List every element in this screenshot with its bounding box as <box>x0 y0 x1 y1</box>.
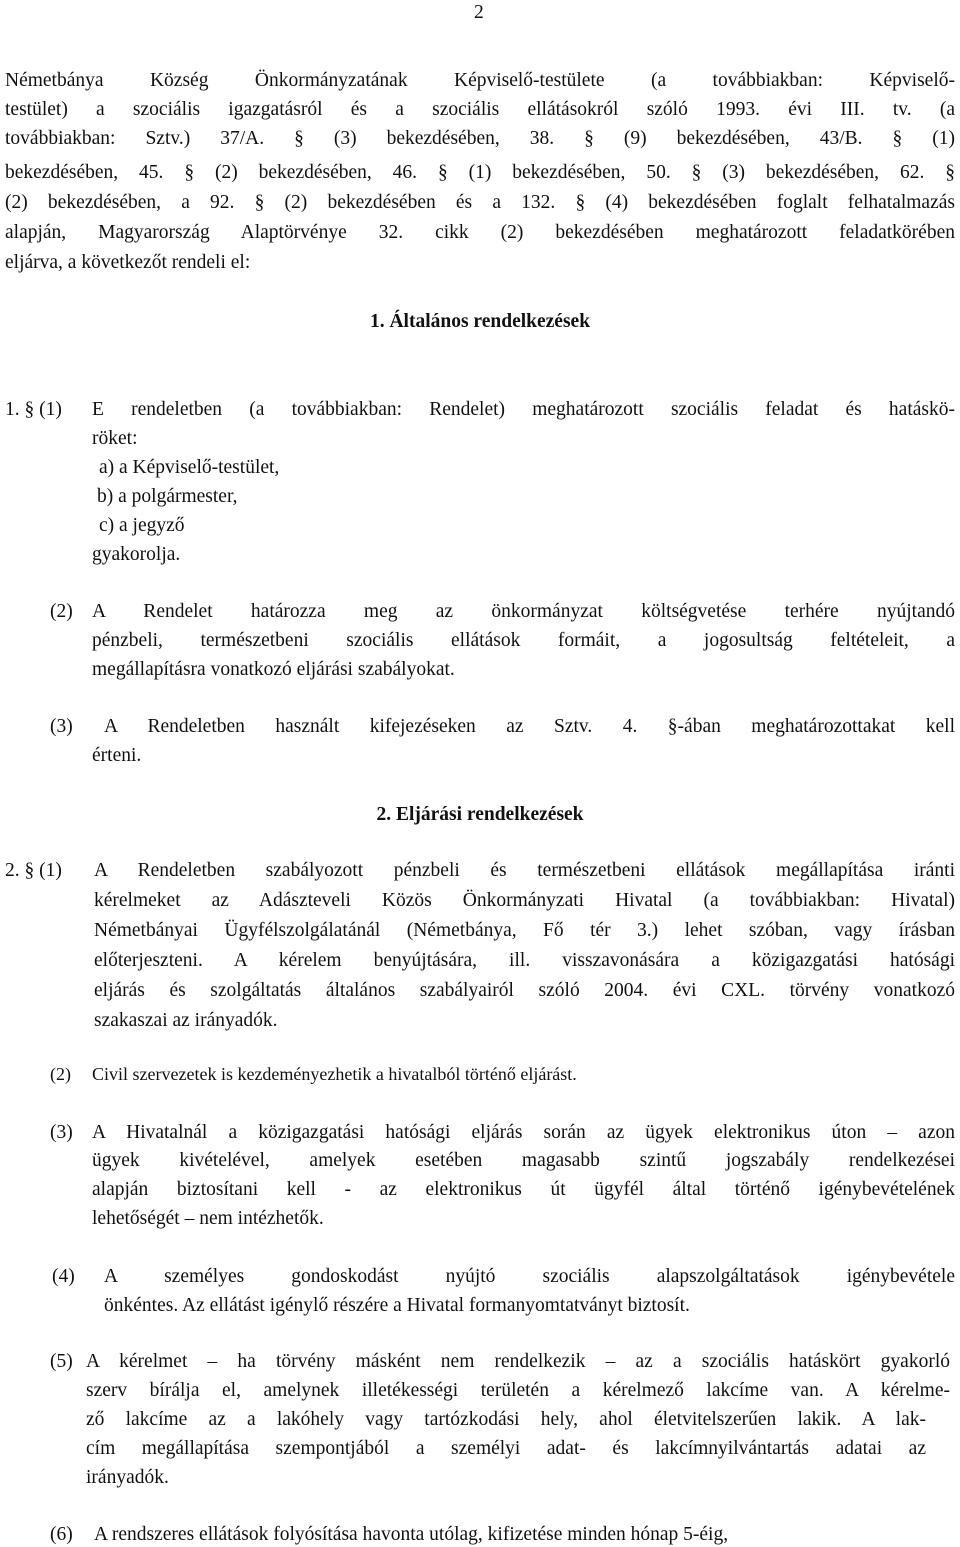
paragraph-line: irányadók. <box>86 1467 169 1488</box>
paragraph-marker: (3) <box>50 1122 73 1143</box>
list-item: a) a Képviselő-testület, <box>99 457 280 478</box>
paragraph-line: A kérelmet – ha törvény másként nem rendelkezik – az a szociális hatáskört gyakorló <box>86 1351 950 1372</box>
paragraph-line: A Rendelet határozza meg az önkormányzat költségvetése terhére nyújtandó <box>92 601 955 622</box>
preamble-line: (2) bekezdésében, a 92. § (2) bekezdésében és a 132. § (4) bekezdésében foglalt felhatalmazás <box>5 192 955 213</box>
paragraph-line: szakaszai az irányadók. <box>94 1010 278 1031</box>
paragraph-marker: (2) <box>50 601 73 622</box>
paragraph-line: Civil szervezetek is kezdeményezhetik a hivatalból történő eljárást. <box>92 1064 577 1084</box>
preamble-line: Németbánya Község Önkormányzatának Képviselő-testülete (a továbbiakban: Képviselő- <box>5 70 955 91</box>
paragraph-line: ügyek kivételével, amelyek esetében magasabb szintű jogszabály rendelkezései <box>92 1150 955 1171</box>
paragraph-line: A Rendeletben használt kifejezéseken az Sztv. 4. §-ában meghatározottakat kell <box>104 716 955 737</box>
list-item: b) a polgármester, <box>97 486 238 507</box>
list-item: c) a jegyző <box>99 515 185 536</box>
paragraph-line: megállapításra vonatkozó eljárási szabályokat. <box>92 659 455 680</box>
paragraph-line: cím megállapítása szempontjából a személyi adat- és lakcímnyilvántartás adatai az <box>86 1438 926 1459</box>
paragraph-line: önkéntes. Az ellátást igénylő részére a Hivatal formanyomtatványt biztosít. <box>104 1295 690 1316</box>
preamble-line: továbbiakban: Sztv.) 37/A. § (3) bekezdésében, 38. § (9) bekezdésében, 43/B. § (1) <box>5 128 955 149</box>
paragraph-line: A személyes gondoskodást nyújtó szociális alapszolgáltatások igénybevétele <box>104 1266 955 1287</box>
preamble-line: bekezdésében, 45. § (2) bekezdésében, 46. § (1) bekezdésében, 50. § (3) bekezdésében, 62. § <box>5 162 955 183</box>
section-heading: 1. Általános rendelkezések <box>369 311 591 332</box>
paragraph-line: kérelmeket az Adászteveli Közös Önkormányzati Hivatal (a továbbiakban: Hivatal) <box>94 890 955 911</box>
paragraph-marker: 2. § (1) <box>5 860 62 881</box>
paragraph-marker: (6) <box>50 1524 73 1545</box>
paragraph-line: érteni. <box>92 745 142 766</box>
paragraph-marker: (5) <box>50 1351 73 1372</box>
page-number: 2 <box>474 2 484 23</box>
paragraph-line: előterjeszteni. A kérelem benyújtására, ill. visszavonására a közigazgatási hatósági <box>94 950 955 971</box>
paragraph-line: eljárás és szolgáltatás általános szabályairól szóló 2004. évi CXL. törvény vonatkozó <box>94 980 955 1001</box>
section-heading: 2. Eljárási rendelkezések <box>376 804 584 825</box>
preamble-line: testület) a szociális igazgatásról és a szociális ellátásokról szóló 1993. évi III. tv. (a <box>5 99 955 120</box>
paragraph-line: röket: <box>92 428 138 449</box>
paragraph-line: E rendeletben (a továbbiakban: Rendelet) meghatározott szociális feladat és hatáskö- <box>92 399 955 420</box>
paragraph-marker: (3) <box>50 716 73 737</box>
paragraph-line: lehetőségét – nem intézhetők. <box>92 1208 324 1229</box>
paragraph-marker: 1. § (1) <box>5 399 62 420</box>
paragraph-line: A rendszeres ellátások folyósítása havonta utólag, kifizetése minden hónap 5-éig, <box>94 1524 729 1545</box>
preamble-line: eljárva, a következőt rendeli el: <box>5 252 251 273</box>
paragraph-line: szerv bírálja el, amelynek illetékességi területén a kérelmező lakcíme van. A kérelme- <box>86 1380 950 1401</box>
paragraph-line: pénzbeli, természetbeni szociális ellátások formáit, a jogosultság feltételeit, a <box>92 630 955 651</box>
paragraph-line: gyakorolja. <box>92 544 181 565</box>
preamble-line: alapján, Magyarország Alaptörvénye 32. cikk (2) bekezdésében meghatározott feladatkörében <box>5 222 955 243</box>
paragraph-line: ző lakcíme az a lakóhely vagy tartózkodási hely, ahol életvitelszerűen lakik. A lak- <box>86 1409 926 1430</box>
paragraph-line: Németbányai Ügyfélszolgálatánál (Németbánya, Fő tér 3.) lehet szóban, vagy írásban <box>94 920 955 941</box>
paragraph-marker: (4) <box>52 1266 75 1287</box>
paragraph-line: A Hivatalnál a közigazgatási hatósági eljárás során az ügyek elektronikus úton – azon <box>92 1122 955 1143</box>
paragraph-line: alapján biztosítani kell - az elektronikus út ügyfél által történő igénybevételének <box>92 1179 955 1200</box>
paragraph-marker: (2) <box>50 1064 71 1084</box>
paragraph-line: A Rendeletben szabályozott pénzbeli és természetbeni ellátások megállapítása iránti <box>94 860 955 881</box>
